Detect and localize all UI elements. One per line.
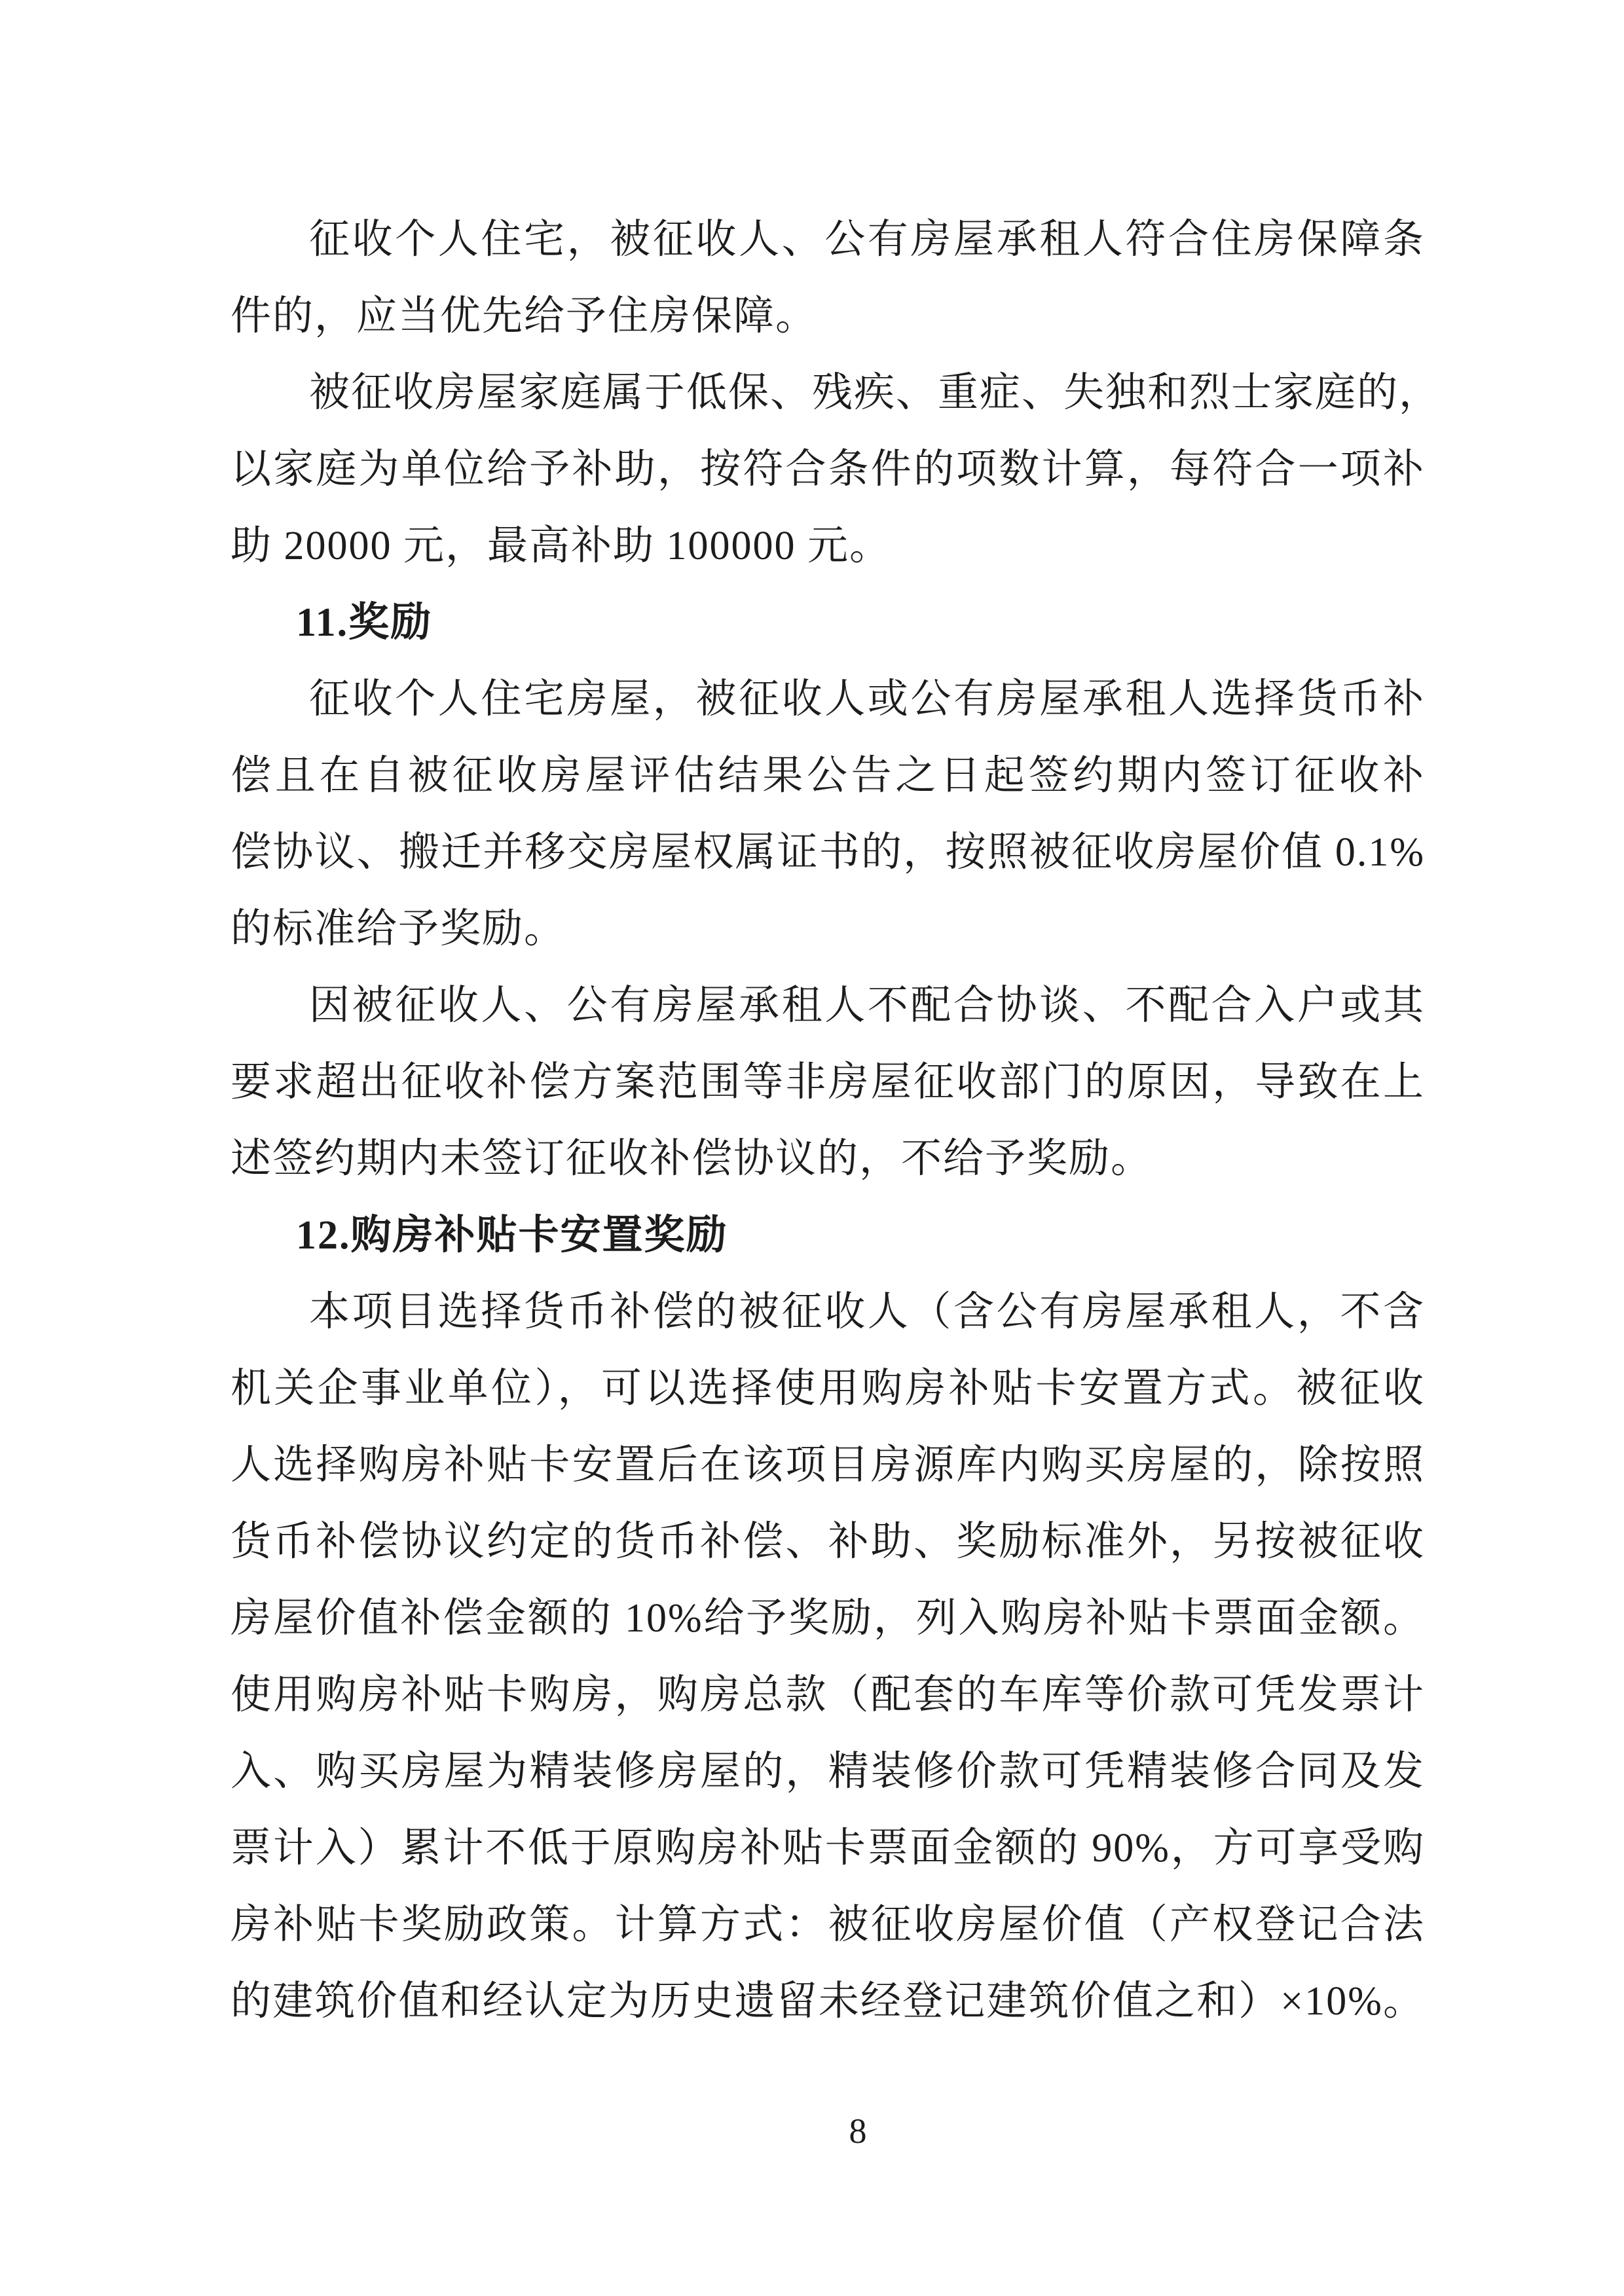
para3-line-4: 的标准给予奖励。 <box>231 907 566 951</box>
para2-line-3: 助 20000 元，最高补助 100000 元。 <box>231 524 892 568</box>
para5-line-5: 房屋价值补偿金额的 10%给予奖励，列入购房补贴卡票面金额。 <box>231 1596 1425 1641</box>
para5-line-4: 货币补偿协议约定的货币补偿、补助、奖励标准外，另按被征收 <box>231 1520 1425 1564</box>
para5-line-6: 使用购房补贴卡购房，购房总款（配套的车库等价款可凭发票计 <box>231 1673 1425 1717</box>
para4-line-3: 述签约期内未签订征收补偿协议的，不给予奖励。 <box>231 1137 1153 1181</box>
para5-line-2: 机关企事业单位），可以选择使用购房补贴卡安置方式。被征收 <box>231 1366 1425 1411</box>
para1-line-1: 征收个人住宅，被征收人、公有房屋承租人符合住房保障条 <box>309 217 1425 262</box>
para3-line-3: 偿协议、搬迁并移交房屋权属证书的，按照被征收房屋价值 0.1% <box>231 830 1425 875</box>
para4-line-2: 要求超出征收补偿方案范围等非房屋征收部门的原因，导致在上 <box>231 1060 1425 1104</box>
page-footer <box>0 2095 1624 2167</box>
para3-line-1: 征收个人住宅房屋，被征收人或公有房屋承租人选择货币补 <box>309 677 1425 721</box>
section-heading-12: 12.购房补贴卡安置奖励 <box>296 1213 728 1258</box>
para5-line-8: 票计入）累计不低于原购房补贴卡票面金额的 90%，方可享受购 <box>231 1826 1425 1870</box>
section-heading-11: 11.奖励 <box>296 600 433 645</box>
para4-line-1: 因被征收人、公有房屋承租人不配合协谈、不配合入户或其 <box>309 983 1425 1028</box>
page-body-text <box>231 202 1441 2040</box>
para3-line-2: 偿且在自被征收房屋评估结果公告之日起签约期内签订征收补 <box>231 754 1425 798</box>
para2-line-1: 被征收房屋家庭属于低保、残疾、重症、失独和烈士家庭的， <box>309 371 1441 415</box>
para5-line-9: 房补贴卡奖励政策。计算方式：被征收房屋价值（产权登记合法 <box>231 1903 1425 1947</box>
para5-line-7: 入、购买房屋为精装修房屋的，精装修价款可凭精装修合同及发 <box>231 1749 1425 1794</box>
para5-line-3: 人选择购房补贴卡安置后在该项目房源库内购买房屋的，除按照 <box>231 1443 1425 1487</box>
page-number: 8 <box>849 2111 867 2151</box>
para5-line-1: 本项目选择货币补偿的被征收人（含公有房屋承租人，不含 <box>309 1290 1425 1334</box>
para2-line-2: 以家庭为单位给予补助，按符合条件的项数计算，每符合一项补 <box>231 447 1425 492</box>
para1-line-2: 件的，应当优先给予住房保障。 <box>231 294 818 338</box>
para5-line-10: 的建筑价值和经认定为历史遗留未经登记建筑价值之和）×10%。 <box>231 1979 1425 2024</box>
